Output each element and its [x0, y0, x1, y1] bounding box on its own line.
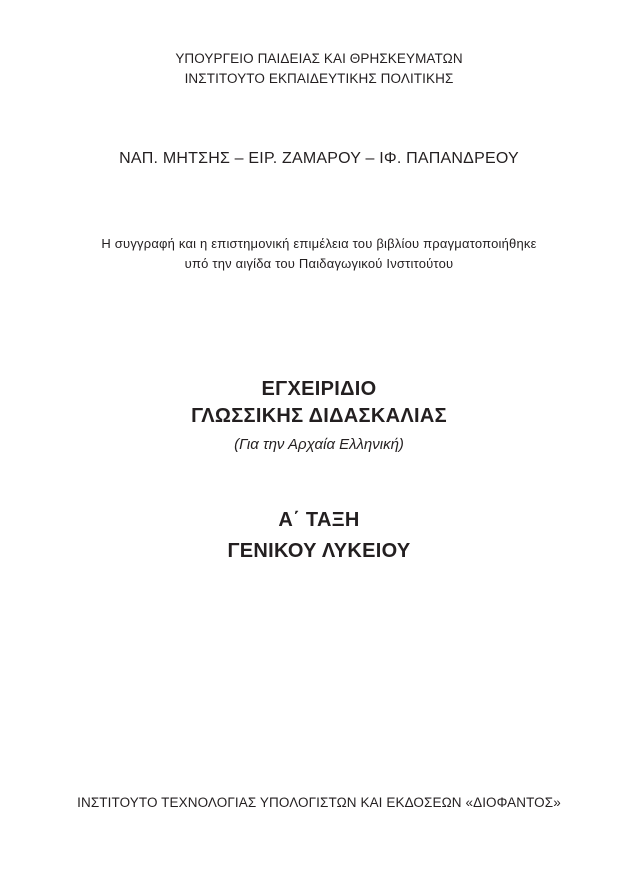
title-line-2: ΓΛΩΣΣΙΚΗΣ ΔΙΔΑΣΚΑΛΙΑΣ [191, 405, 447, 427]
authors-line: ΝΑΠ. ΜΗΤΣΗΣ – ΕΙΡ. ΖΑΜΑΡΟΥ – ΙΦ. ΠΑΠΑΝΔΡΕΟΥ [119, 150, 519, 167]
ministry-name: ΥΠΟΥΡΓΕΙΟ ΠΑΙΔΕΙΑΣ ΚΑΙ ΘΡΗΣΚΕΥΜΑΤΩΝ [175, 51, 463, 66]
institute-name: ΙΝΣΤΙΤΟΥΤΟ ΕΚΠΑΙΔΕΥΤΙΚΗΣ ΠΟΛΙΤΙΚΗΣ [184, 71, 454, 86]
publisher-name: ΙΝΣΤΙΤΟΥΤΟ ΤΕΧΝΟΛΟΓΙΑΣ ΥΠΟΛΟΓΙΣΤΩΝ ΚΑΙ ΕΚΔΟΣΕΩΝ «ΔΙΟΦΑΝΤΟΣ» [77, 795, 561, 810]
credit-line-1: Η συγγραφή και η επιστημονική επιμέλεια του βιβλίου πραγματοποιήθηκε [101, 236, 537, 251]
title-line-1: ΕΓΧΕΙΡΙΔΙΟ [261, 378, 377, 400]
title-subtitle: (Για την Αρχαία Ελληνική) [234, 436, 404, 453]
grade-line-1: Α΄ ΤΑΞΗ [278, 509, 360, 531]
grade-line-2: ΓΕΝΙΚΟΥ ΛΥΚΕΙΟΥ [227, 540, 411, 562]
credit-line-2: υπό την αιγίδα του Παιδαγωγικού Ινστιτούτου [184, 256, 454, 271]
